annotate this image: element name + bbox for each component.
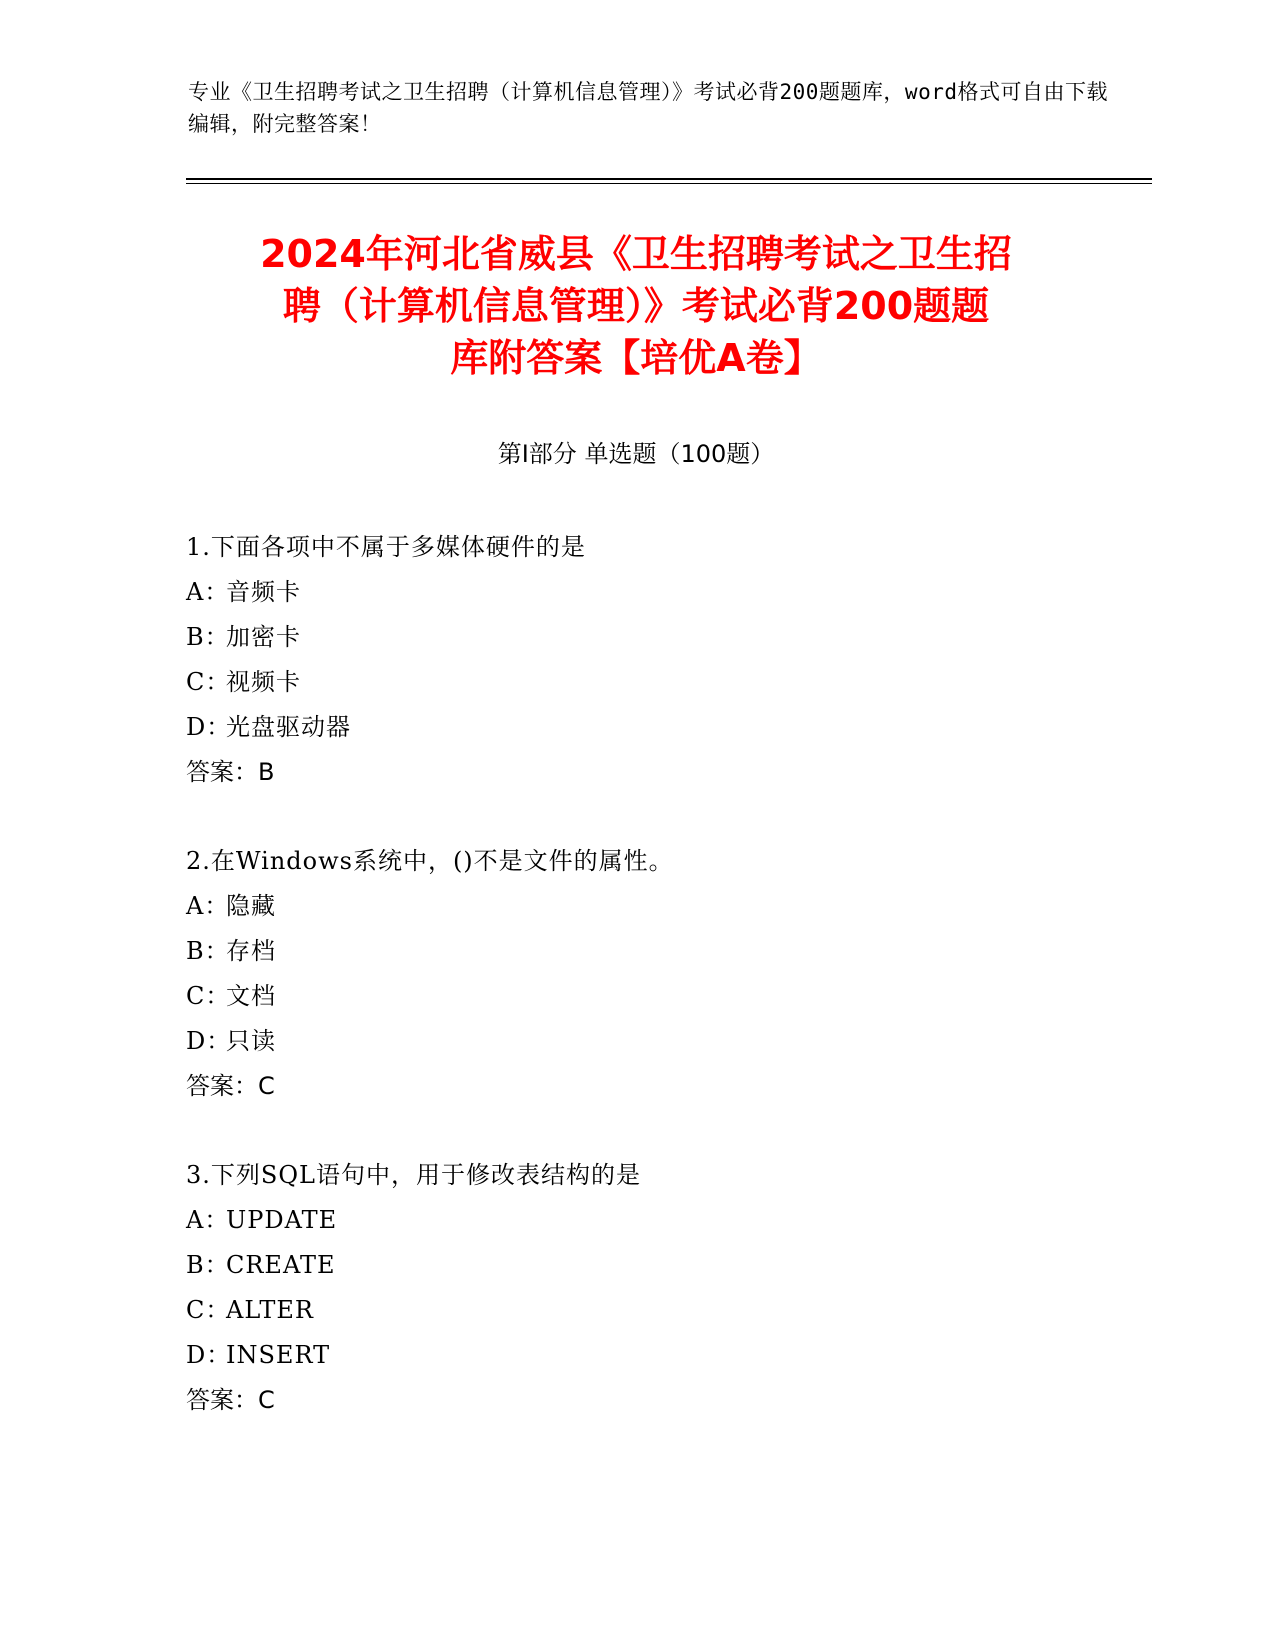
document-title-line-3: 库附答案【培优A卷】 (450, 336, 822, 380)
option-b (186, 929, 1086, 974)
header-note: 专业《卫生招聘考试之卫生招聘（计算机信息管理）》考试必背200题题库，word格式可自由下载编辑，附完整答案！ (188, 80, 1108, 136)
option-a (186, 884, 1086, 929)
option-letter: D： (186, 1027, 232, 1055)
option-c (186, 1288, 1086, 1333)
option-text: UPDATE (226, 1206, 338, 1234)
option-text: ALTER (226, 1296, 314, 1324)
option-letter: C： (186, 668, 231, 696)
section-title: 第Ⅰ部分 单选题（100题） (497, 440, 775, 468)
option-a (186, 1198, 1086, 1243)
option-letter: D： (186, 1341, 232, 1369)
option-letter: A： (186, 892, 230, 920)
question-item (186, 525, 1086, 795)
option-c (186, 974, 1086, 1019)
option-text: 光盘驱动器 (226, 713, 351, 741)
option-c (186, 660, 1086, 705)
option-letter: B： (186, 623, 230, 651)
answer-line: 答案：C (186, 1386, 275, 1414)
option-text: 加密卡 (226, 623, 301, 651)
option-text: 文档 (226, 982, 276, 1010)
option-letter: A： (186, 1206, 230, 1234)
document-title-line-1: 2024年河北省威县《卫生招聘考试之卫生招 (260, 232, 1012, 276)
option-letter: C： (186, 982, 231, 1010)
document-title (186, 228, 1086, 384)
answer-line: 答案：C (186, 1072, 275, 1100)
option-text: 只读 (226, 1027, 276, 1055)
option-text: 隐藏 (226, 892, 276, 920)
option-text: 存档 (226, 937, 276, 965)
option-text: 视频卡 (226, 668, 301, 696)
header-divider-thick (186, 178, 1152, 180)
option-text: INSERT (226, 1341, 331, 1369)
option-d (186, 1333, 1086, 1378)
question-stem: 1.下面各项中不属于多媒体硬件的是 (186, 533, 586, 561)
option-letter: D： (186, 713, 232, 741)
question-item (186, 839, 1086, 1109)
option-a (186, 570, 1086, 615)
question-stem: 3.下列SQL语句中，用于修改表结构的是 (186, 1161, 641, 1189)
option-text: 音频卡 (226, 578, 301, 606)
option-text: CREATE (226, 1251, 336, 1279)
question-item (186, 1153, 1086, 1423)
question-stem: 2.在Windows系统中，()不是文件的属性。 (186, 847, 674, 875)
document-title-line-2: 聘（计算机信息管理）》考试必背200题题 (282, 284, 990, 328)
option-letter: B： (186, 937, 230, 965)
option-b (186, 615, 1086, 660)
option-letter: A： (186, 578, 230, 606)
answer-line: 答案：B (186, 758, 275, 786)
option-d (186, 705, 1086, 750)
option-d (186, 1019, 1086, 1064)
option-letter: C： (186, 1296, 231, 1324)
header-divider-thin (186, 183, 1152, 184)
option-letter: B： (186, 1251, 230, 1279)
option-b (186, 1243, 1086, 1288)
question-list (186, 525, 1086, 1467)
